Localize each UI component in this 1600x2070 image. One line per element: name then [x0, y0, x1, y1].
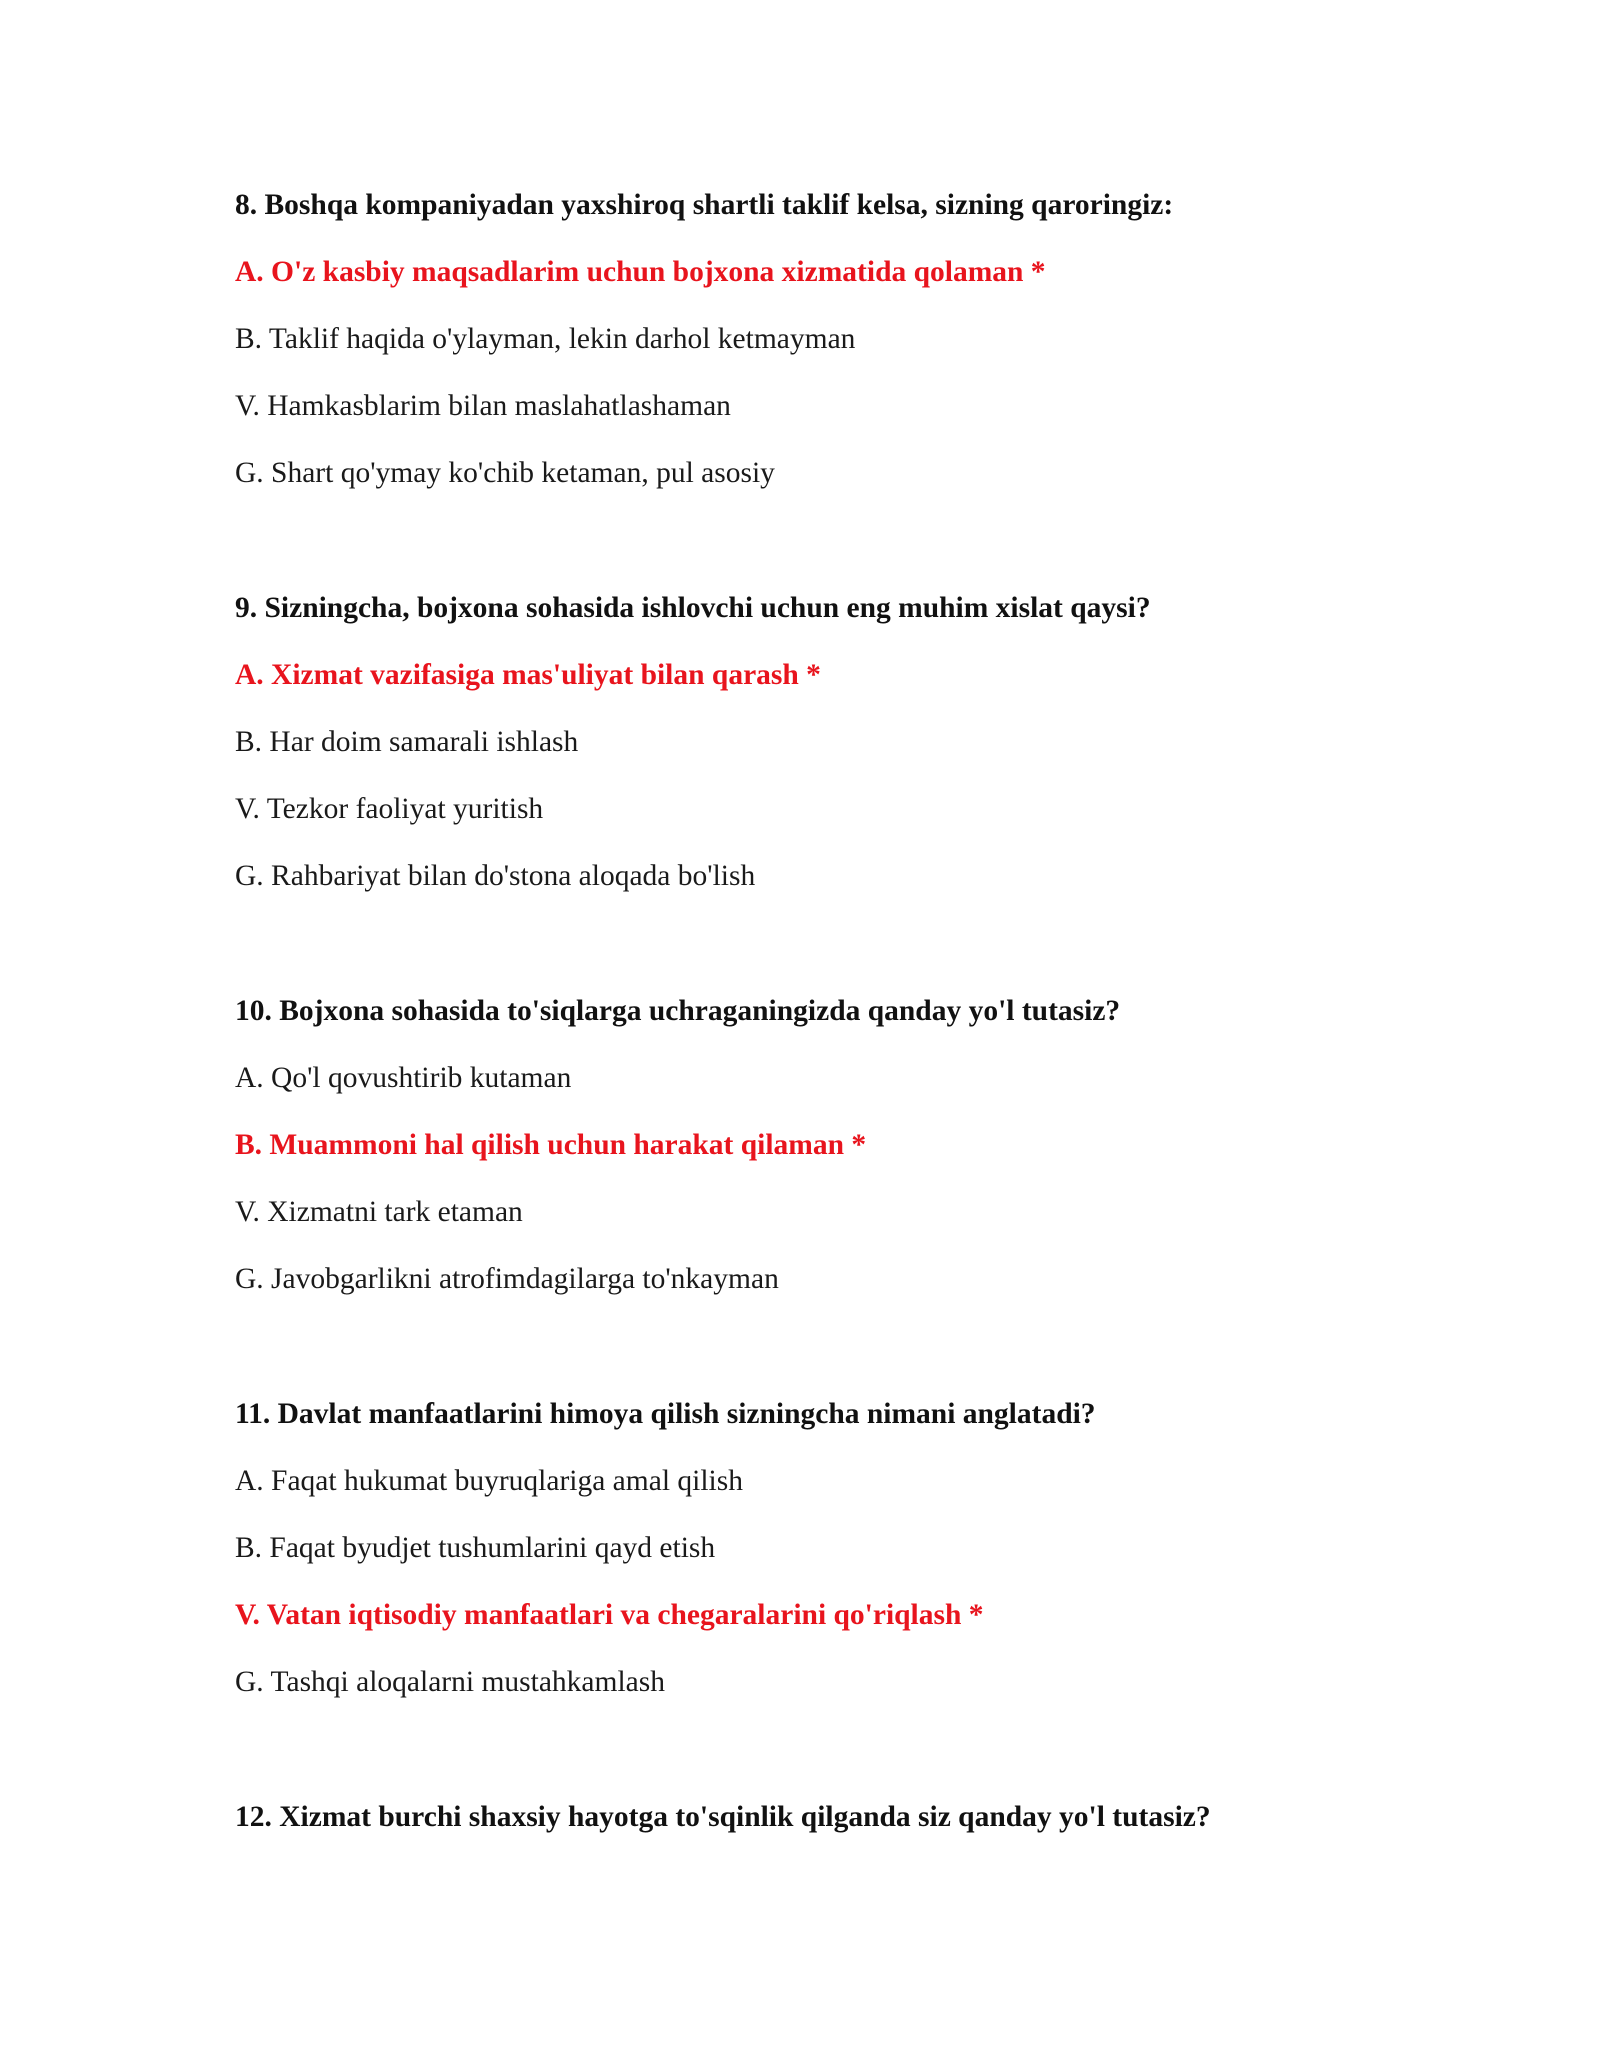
question-8: 8. Boshqa kompaniyadan yaxshiroq shartli taklif kelsa, sizning qaroringiz: — [235, 189, 1174, 221]
question-8-option-g: G. Shart qo'ymay ko'chib ketaman, pul asosiy — [235, 457, 775, 489]
question-9: 9. Sizningcha, bojxona sohasida ishlovchi uchun eng muhim xislat qaysi? — [235, 592, 1151, 624]
question-9-option-v: V. Tezkor faoliyat yuritish — [235, 793, 544, 825]
question-9-option-g: G. Rahbariyat bilan do'stona aloqada bo'lish — [235, 860, 756, 892]
question-11-option-v: V. Vatan iqtisodiy manfaatlari va chegaralarini qo'riqlash * — [235, 1599, 984, 1631]
question-8-option-v: V. Hamkasblarim bilan maslahatlashaman — [235, 390, 731, 422]
question-10-option-v: V. Xizmatni tark etaman — [235, 1196, 523, 1228]
question-10-option-b: B. Muammoni hal qilish uchun harakat qilaman * — [235, 1129, 867, 1161]
question-11-option-a: A. Faqat hukumat buyruqlariga amal qilish — [235, 1465, 743, 1497]
question-10-option-g: G. Javobgarlikni atrofimdagilarga to'nkayman — [235, 1263, 779, 1295]
question-11-option-b: B. Faqat byudjet tushumlarini qayd etish — [235, 1532, 716, 1564]
question-9-option-b: B. Har doim samarali ishlash — [235, 726, 579, 758]
question-12: 12. Xizmat burchi shaxsiy hayotga to'sqinlik qilganda siz qanday yo'l tutasiz? — [235, 1801, 1211, 1833]
question-10: 10. Bojxona sohasida to'siqlarga uchraganingizda qanday yo'l tutasiz? — [235, 995, 1121, 1027]
question-8-option-a: A. O'z kasbiy maqsadlarim uchun bojxona xizmatida qolaman * — [235, 256, 1046, 288]
question-9-option-a: A. Xizmat vazifasiga mas'uliyat bilan qarash * — [235, 659, 821, 691]
question-11-option-g: G. Tashqi aloqalarni mustahkamlash — [235, 1666, 665, 1698]
question-8-option-b: B. Taklif haqida o'ylayman, lekin darhol ketmayman — [235, 323, 856, 355]
question-11: 11. Davlat manfaatlarini himoya qilish sizningcha nimani anglatadi? — [235, 1398, 1096, 1430]
question-10-option-a: A. Qo'l qovushtirib kutaman — [235, 1062, 572, 1094]
